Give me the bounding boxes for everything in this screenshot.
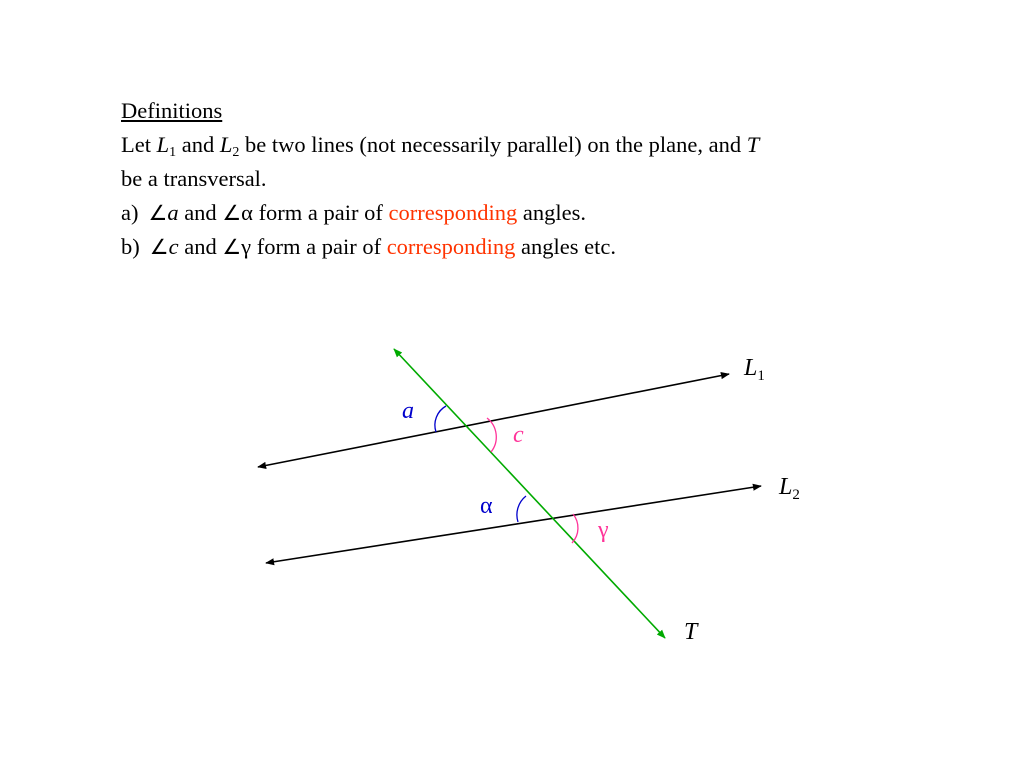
item-b-after: angles etc. <box>515 234 616 259</box>
item-a-var2: α <box>241 200 253 225</box>
angle-icon: ∠ <box>148 201 168 225</box>
item-a-highlight: corresponding <box>388 200 518 225</box>
definition-line-2: be a transversal. <box>121 166 267 191</box>
label-a: a <box>402 398 414 424</box>
item-b-marker: b) <box>121 234 140 259</box>
text-and: and <box>176 132 220 157</box>
transversal-line <box>394 349 665 638</box>
item-b-highlight: corresponding <box>386 234 516 259</box>
label-alpha: α <box>480 493 493 519</box>
item-b-before: form a pair of <box>251 234 387 259</box>
item-b-var2: γ <box>241 234 252 259</box>
angle-arc-c <box>487 418 496 452</box>
item-a-after: angles. <box>517 200 586 225</box>
line-L1 <box>258 374 729 467</box>
item-b-var1: c <box>168 234 179 259</box>
angle-arc-alpha <box>517 496 526 522</box>
text-rest: be two lines (not necessarily parallel) on the plane, and <box>239 132 747 157</box>
angle-icon: ∠ <box>149 235 169 259</box>
label-T: T <box>684 619 698 645</box>
var-T: T <box>746 132 760 157</box>
text-let: Let <box>121 132 157 157</box>
angle-arc-a <box>435 406 446 432</box>
angle-icon: ∠ <box>222 235 242 259</box>
label-gamma: γ <box>598 517 609 543</box>
angle-icon: ∠ <box>222 201 242 225</box>
line-L2 <box>266 486 761 563</box>
sub-2: 2 <box>232 145 240 160</box>
item-a-before: form a pair of <box>252 200 389 225</box>
item-a-marker: a) <box>121 200 139 225</box>
label-c: c <box>513 422 524 448</box>
item-b-and: and <box>178 234 223 259</box>
label-L2: $L_2$ <box>779 474 800 503</box>
definitions-heading: Definitions <box>121 98 223 123</box>
label-L1: $L_1$ <box>744 355 765 384</box>
var-L2: L <box>219 132 233 157</box>
item-a-and: and <box>178 200 223 225</box>
var-L1: L <box>156 132 170 157</box>
item-a-var1: a <box>167 200 179 225</box>
sub-1: 1 <box>169 145 177 160</box>
